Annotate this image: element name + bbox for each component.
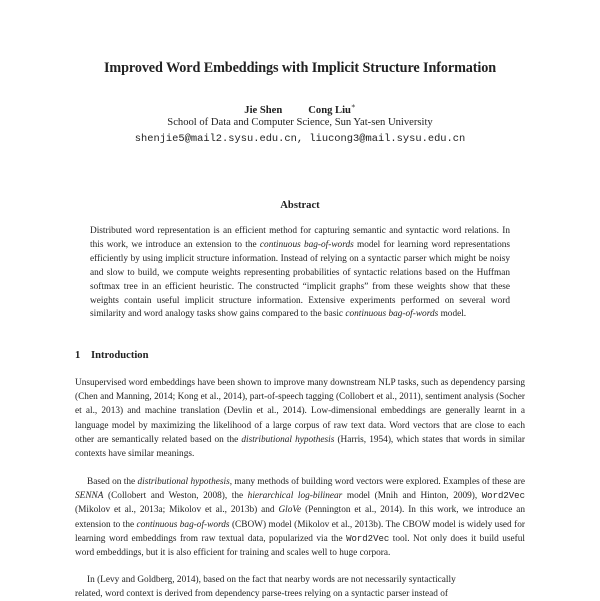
emphasis: distributional hypothesis xyxy=(241,434,335,445)
email-address[interactable]: shenjie5@mail2.sysu.edu.cn, xyxy=(134,133,304,145)
section-heading xyxy=(75,350,149,361)
intro-paragraph-2: Based on the distributional hypothesis, many methods of building word vectors were explored. Examples of these are SENNA (Collobert and Weston, 2008), the hierarchical log-bilinear model (Mnih and Hinton, 2009), Word2Vec (Mikolov et al., 2013a; Mikolov et al., 2013b) and GloVe (Pennington et al., 2014). In this work, we introduce an extension to the continuous bag-of-words (CBOW) model (Mikolov et al., 2013b). The CBOW model is widely used for learning word embeddings from raw textual data, popularized via the Word2Vec tool. Not only does it build useful word embeddings, but it is also efficient for training and scales well to huge corpora. xyxy=(75,477,526,559)
email-address[interactable]: liucong3@mail.sysu.edu.cn xyxy=(309,133,466,145)
paper-title: Improved Word Embeddings with Implicit Structure Information xyxy=(103,60,497,76)
corresponding-author-mark: ∗ xyxy=(350,102,356,110)
emphasis: distributional hypothesis xyxy=(137,477,230,487)
intro-paragraph-3: In (Levy and Goldberg, 2014), based on the fact that nearby words are not necessarily syntactically xyxy=(87,575,456,585)
emphasis: GloVe xyxy=(278,505,302,516)
affiliation: School of Data and Computer Science, Sun Yat-sen University xyxy=(167,117,433,128)
section-title: Introduction xyxy=(91,350,149,361)
intro-paragraph-1: Unsupervised word embeddings have been shown to improve many downstream NLP tasks, such as dependency parsing (Chen and Manning, 2014; Kong et al., 2014), part-of-speech tagging (Collobert et al., 2011), sentiment analysis (Socher et al., 2013) and machine translation (Devlin et al., 2014). Low-dimensional embeddings are generally learnt in a language model by maximizing the likelihood of a large corpus of raw text data. Word vectors that are close to each other are semantically related based on the distributional hypothesis (Harris, 1954), which states that words in similar contexts have similar meanings. xyxy=(75,378,526,460)
author-name: Cong Liu xyxy=(308,104,351,116)
code-term: Word2Vec xyxy=(481,491,525,502)
abstract-text: Distributed word representation is an efficient method for capturing semantic and syntactic word relations. In this work, we introduce an extension to the continuous bag-of-words model for learning word representations efficiently by using implicit structure information. Instead of relying on a syntactic parser which might be noisy and slow to build, we compute weights representing probabilities of syntactic relations based on the Huffman softmax tree in an efficient heuristic. The constructed “implicit graphs” from these weights show that these weights contain useful implicit structure information. Extensive experiments performed on several word similarity and word analogy tasks show gains compared to the basic continuous bag-of-words model. xyxy=(90,226,510,320)
author-list xyxy=(0,102,600,116)
abstract-heading: Abstract xyxy=(280,200,320,211)
author-name: Jie Shen xyxy=(244,104,283,116)
emphasis: continuous bag-of-words xyxy=(345,309,439,320)
emphasis: hierarchical log-bilinear xyxy=(247,491,343,502)
author-emails xyxy=(0,133,600,145)
emphasis: SENNA xyxy=(75,491,104,502)
intro-paragraph-3-continued: related, word context is derived from dependency parse-trees relying on a syntactic parser instead of xyxy=(75,589,449,599)
emphasis: continuous bag-of-words xyxy=(259,239,354,250)
code-term: Word2Vec xyxy=(346,533,390,544)
emphasis: continuous bag-of-words xyxy=(136,519,230,530)
section-number: 1 xyxy=(75,350,81,361)
